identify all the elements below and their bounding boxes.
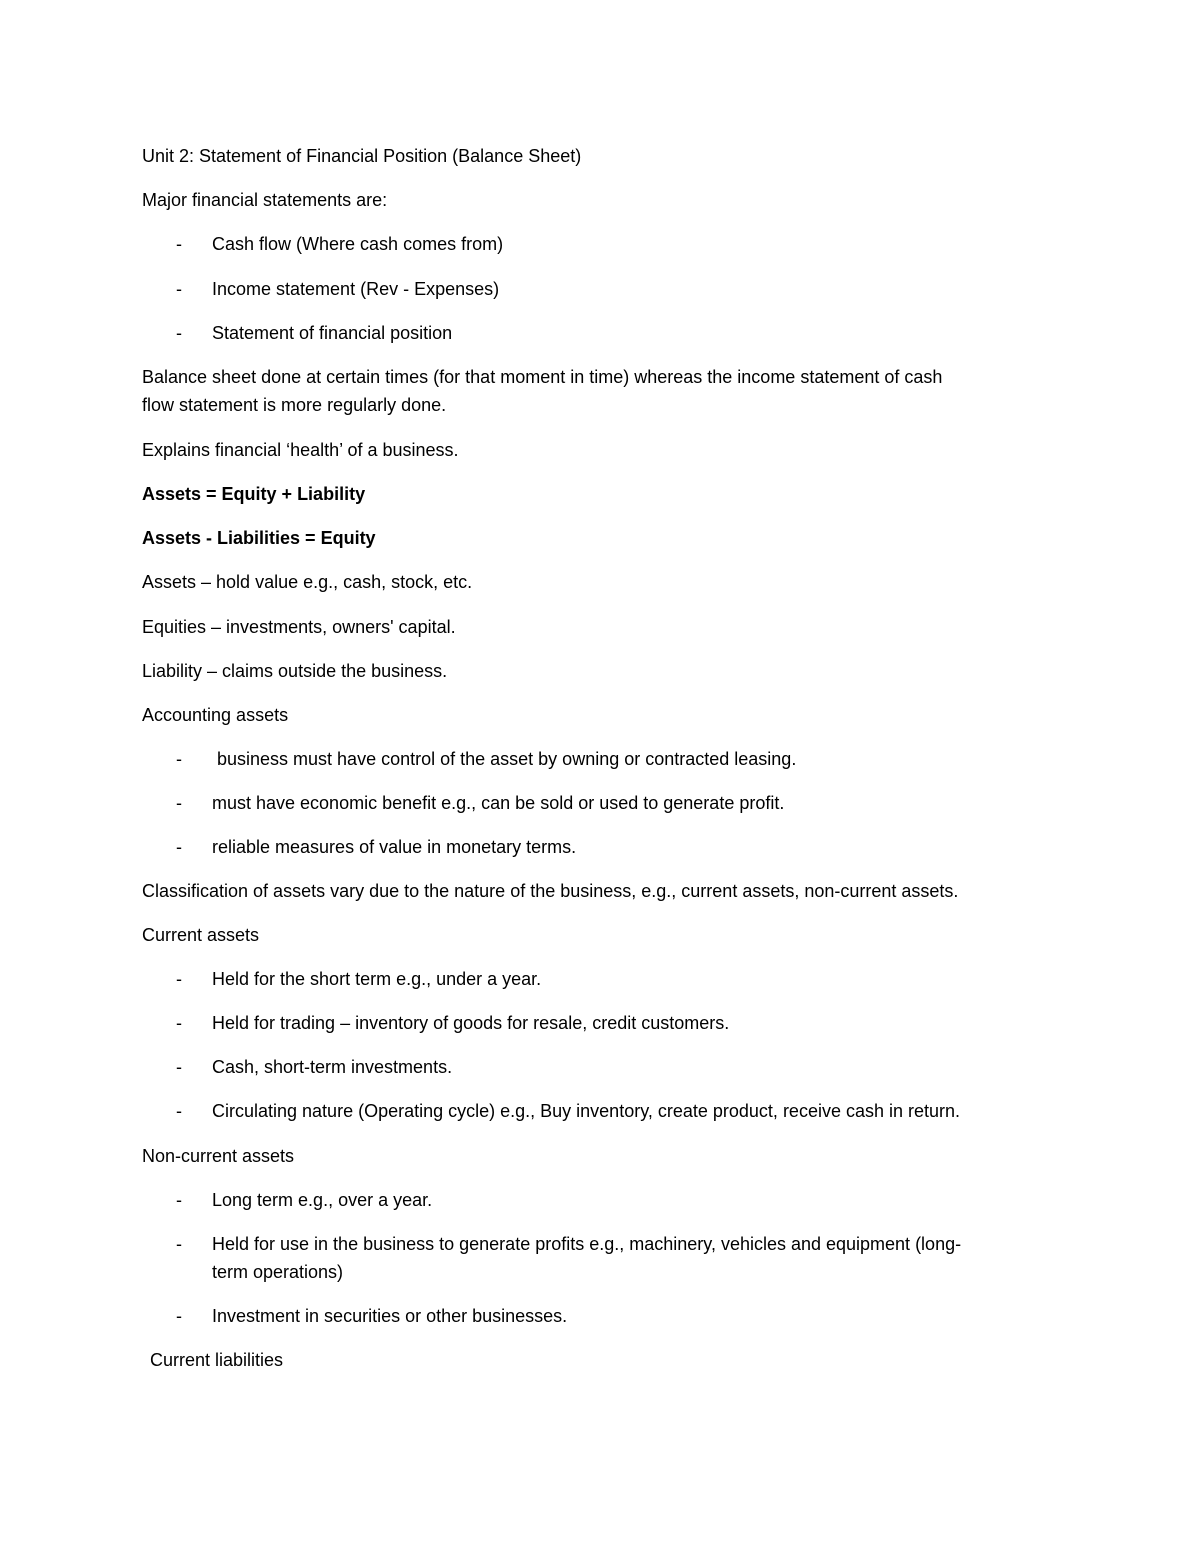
current-liabilities-heading: Current liabilities [150,1350,284,1370]
list-item: Statement of financial position [212,323,453,343]
intro-text: Major financial statements are: [142,190,388,210]
bullet-dash: - [176,837,182,857]
definition-assets: Assets – hold value e.g., cash, stock, etc. [142,572,473,592]
list-item: Long term e.g., over a year. [212,1190,433,1210]
list-item: reliable measures of value in monetary terms. [212,837,577,857]
non-current-assets-heading: Non-current assets [142,1146,295,1166]
bullet-dash: - [176,1101,182,1121]
bullet-dash: - [176,323,182,343]
list-item-continuation: term operations) [212,1262,344,1282]
health-note: Explains financial ‘health’ of a business. [142,440,459,460]
list-item: Cash flow (Where cash comes from) [212,234,504,254]
list-item: Cash, short-term investments. [212,1057,453,1077]
bullet-dash: - [176,234,182,254]
bullet-dash: - [176,1013,182,1033]
classification-note: Classification of assets vary due to the nature of the business, e.g., current assets, non-current assets. [142,881,959,901]
bullet-dash: - [176,749,182,769]
bullet-dash: - [176,1306,182,1326]
list-item: Held for use in the business to generate profits e.g., machinery, vehicles and equipment (long- [212,1234,962,1254]
bullet-dash: - [176,1190,182,1210]
balance-sheet-note-line1: Balance sheet done at certain times (for that moment in time) whereas the income statement of cash [142,367,943,387]
list-item: Held for trading – inventory of goods for resale, credit customers. [212,1013,730,1033]
list-item: Income statement (Rev - Expenses) [212,279,500,299]
definition-liability: Liability – claims outside the business. [142,661,448,681]
equation-assets-equity-liability: Assets = Equity + Liability [142,484,366,504]
equation-assets-minus-liabilities: Assets - Liabilities = Equity [142,528,376,548]
bullet-dash: - [176,1057,182,1077]
bullet-dash: - [176,793,182,813]
balance-sheet-note-line2: flow statement is more regularly done. [142,395,447,415]
current-assets-heading: Current assets [142,925,260,945]
list-item: business must have control of the asset by owning or contracted leasing. [212,749,797,769]
bullet-dash: - [176,279,182,299]
accounting-assets-heading: Accounting assets [142,705,289,725]
list-item: must have economic benefit e.g., can be sold or used to generate profit. [212,793,785,813]
list-item: Held for the short term e.g., under a year. [212,969,542,989]
list-item: Investment in securities or other businesses. [212,1306,568,1326]
definition-equities: Equities – investments, owners' capital. [142,617,456,637]
bullet-dash: - [176,969,182,989]
page-title: Unit 2: Statement of Financial Position (Balance Sheet) [142,146,582,166]
bullet-dash: - [176,1234,182,1254]
list-item: Circulating nature (Operating cycle) e.g., Buy inventory, create product, receive cash in return. [212,1101,961,1121]
